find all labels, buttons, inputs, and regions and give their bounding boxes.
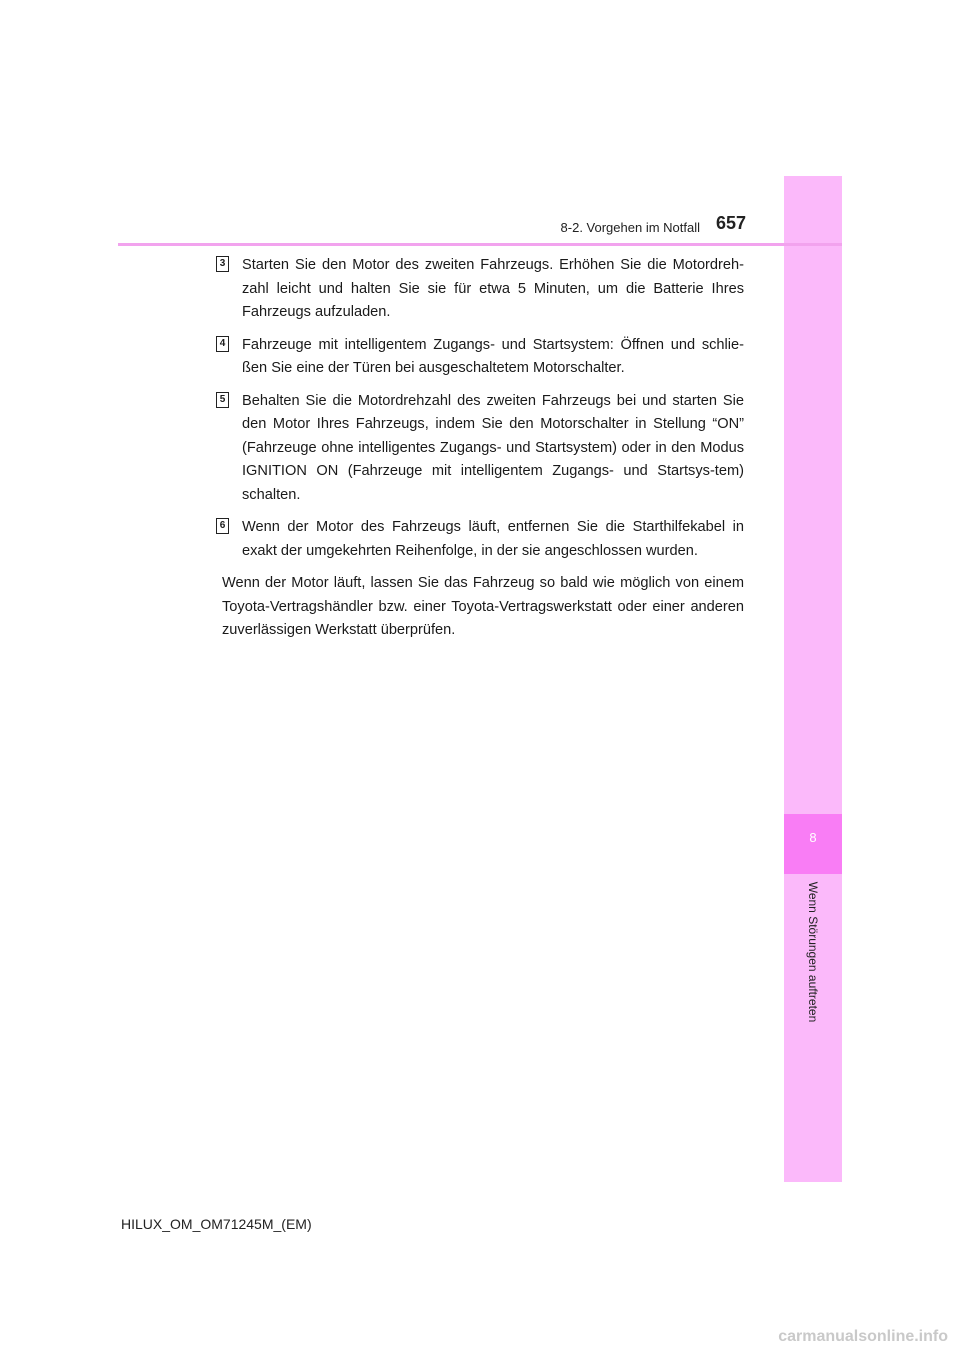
header-rule <box>118 243 842 246</box>
step-number-badge: 5 <box>216 392 229 408</box>
step-number-badge: 4 <box>216 336 229 352</box>
step-item <box>219 334 744 381</box>
step-item <box>219 254 744 325</box>
step-text: Behalten Sie die Motordrehzahl des zweiten Fahrzeugs bei und starten Sie den Motor Ihres Fahrzeugs, indem Sie den Motorschalter in Stellung “ON” (Fahrzeuge ohne intelligentes Zugangs- und Startsystem) oder in den Modus IGNITION ON (Fahrzeuge mit intelligentem Zugangs- und Startsys-tem) schalten. <box>242 392 744 503</box>
chapter-side-tab <box>784 176 842 1182</box>
step-text: Fahrzeuge mit intelligentem Zugangs- und Startsystem: Öffnen und schlie-ßen Sie eine der Türen bei ausgeschaltetem Motorschalter. <box>242 336 744 376</box>
section-title: 8-2. Vorgehen im Notfall <box>560 220 700 235</box>
step-number-badge: 6 <box>216 518 229 534</box>
page-number: 657 <box>716 213 747 233</box>
watermark-link[interactable]: carmanualsonline.info <box>778 1328 948 1345</box>
closing-paragraph: Wenn der Motor läuft, lassen Sie das Fahrzeug so bald wie möglich von einem Toyota-Vertragshändler bzw. einer Toyota-Vertragswerkstatt oder einer anderen zuverlässigen Werkstatt überprüfen. <box>222 575 744 638</box>
step-item <box>219 516 744 563</box>
step-text: Wenn der Motor des Fahrzeugs läuft, entfernen Sie die Starthilfekabel in exakt der umgekehrten Reihenfolge, in der sie angeschlossen wurden. <box>242 519 744 559</box>
step-item <box>219 390 744 508</box>
step-text: Starten Sie den Motor des zweiten Fahrzeugs. Erhöhen Sie die Motordreh-zahl leicht und halten Sie sie für etwa 5 Minuten, um die Batterie Ihres Fahrzeugs aufzuladen. <box>242 257 744 320</box>
step-number-badge: 3 <box>216 256 229 272</box>
chapter-title: Wenn Störungen auftreten <box>806 881 820 1023</box>
page-content <box>219 254 744 643</box>
chapter-number: 8 <box>809 830 817 845</box>
footer-model-code: HILUX_OM_OM71245M_(EM) <box>121 1216 312 1232</box>
